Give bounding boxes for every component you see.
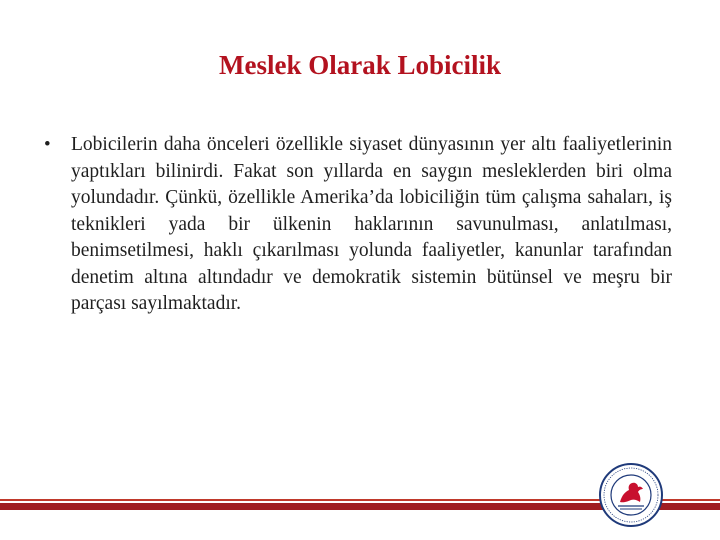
bullet-item: [44, 132, 672, 318]
bullet-text: Lobicilerin daha önceleri özellikle siyaset dünyasının yer altı faaliyetlerinin yaptıkları bilinirdi. Fakat son yıllarda en saygın mesleklerden biri olma yolundadır. Çünkü, özellikle Amerika’da lobiciliğin tüm çalışma sahaları, iş teknikleri yada bir ülkenin haklarının savunulması, anlatılması, benimsetilmesi, haklı çıkarılması yolunda faaliyetler, kanunlar tarafından denetim altına altındadır ve demokratik sistemin bütünsel ve meşru bir parçası sayılmaktadır.: [71, 134, 672, 314]
bullet-dot: •: [44, 134, 51, 155]
university-seal-icon: [598, 462, 664, 528]
slide-title: Meslek Olarak Lobicilik: [218, 50, 501, 80]
